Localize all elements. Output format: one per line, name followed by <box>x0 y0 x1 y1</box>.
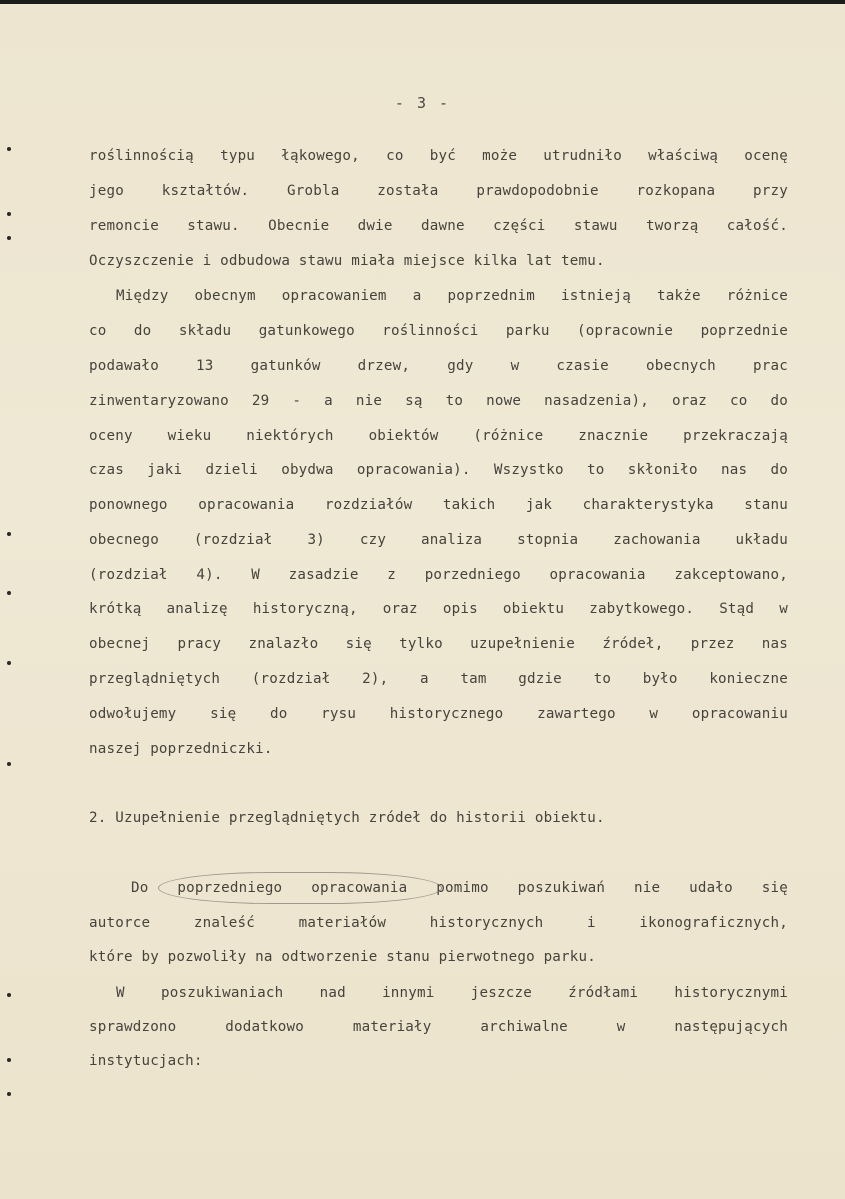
text-line: podawało 13 gatunków drzew, gdy w czasie obecnych prac <box>89 358 788 374</box>
margin-mark <box>7 1092 11 1096</box>
text-line: oceny wieku niektórych obiektów (różnice znacznie przekraczają <box>89 428 788 444</box>
margin-mark <box>7 532 11 536</box>
text-line: obecnego (rozdział 3) czy analiza stopnia zachowania układu <box>89 532 788 548</box>
text-line: co do składu gatunkowego roślinności parku (opracownie poprzednie <box>89 323 788 339</box>
text-line: krótką analizę historyczną, oraz opis obiektu zabytkowego. Stąd w <box>89 601 788 617</box>
text-line: naszej poprzedniczki. <box>89 741 273 757</box>
text-line: roślinnością typu łąkowego, co być może utrudniło właściwą ocenę <box>89 148 788 164</box>
text-line: które by pozwoliły na odtworzenie stanu pierwotnego parku. <box>89 949 597 965</box>
margin-mark <box>7 993 11 997</box>
margin-mark <box>7 591 11 595</box>
text-line: jego kształtów. Grobla została prawdopodobnie rozkopana przy <box>89 183 788 199</box>
margin-mark <box>7 212 11 216</box>
margin-mark <box>7 236 11 240</box>
margin-mark <box>7 661 11 665</box>
text-line: remoncie stawu. Obecnie dwie dawne części stawu tworzą całość. <box>89 218 788 234</box>
page-number: - 3 - <box>394 94 451 112</box>
margin-mark <box>7 762 11 766</box>
text-line: przeglądniętych (rozdział 2), a tam gdzie to było konieczne <box>89 671 788 687</box>
text-line: obecnej pracy znalazło się tylko uzupełnienie źródeł, przez nas <box>89 636 788 652</box>
text-line: zinwentaryzowano 29 - a nie są to nowe nasadzenia), oraz co do <box>89 393 788 409</box>
section-heading: 2. Uzupełnienie przeglądniętych zródeł do historii obiektu. <box>89 810 605 826</box>
text-line: Oczyszczenie i odbudowa stawu miała miejsce kilka lat temu. <box>89 253 605 269</box>
text-line: ponownego opracowania rozdziałów takich jak charakterystyka stanu <box>89 497 788 513</box>
text-line: odwołujemy się do rysu historycznego zawartego w opracowaniu <box>89 706 788 722</box>
text-line: autorce znaleść materiałów historycznych i ikonograficznych, <box>89 915 788 931</box>
margin-mark <box>7 1058 11 1062</box>
text-line: instytucjach: <box>89 1053 203 1069</box>
text-line: Między obecnym opracowaniem a poprzednim istnieją także różnice <box>116 288 788 304</box>
margin-mark <box>7 147 11 151</box>
text-line: czas jaki dzieli obydwa opracowania). Wszystko to skłoniło nas do <box>89 462 788 478</box>
pencil-annotation <box>158 872 442 904</box>
text-line: W poszukiwaniach nad innymi jeszcze źródłami historycznymi <box>116 985 788 1001</box>
text-line: (rozdział 4). W zasadzie z porzedniego opracowania zakceptowano, <box>89 567 788 583</box>
text-line: Do poprzedniego opracowania pomimo poszukiwań nie udało się <box>131 880 788 896</box>
text-line: sprawdzono dodatkowo materiały archiwalne w następujących <box>89 1019 788 1035</box>
